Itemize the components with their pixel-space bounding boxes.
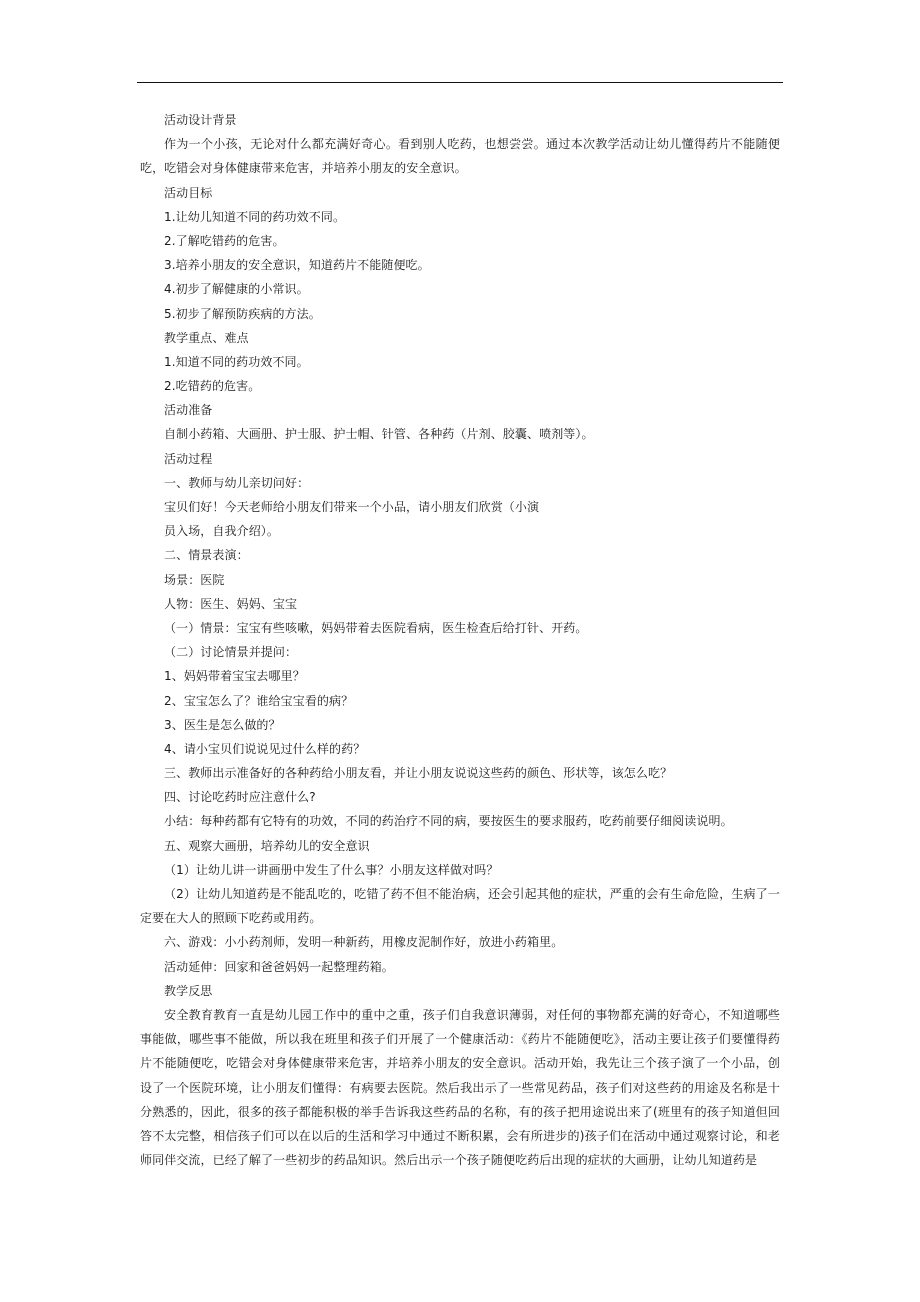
goal-item: 4.初步了解健康的小常识。 [164,282,309,297]
process-line: 宝贝们好！今天老师给小朋友们带来一个小品，请小朋友们欣赏（小演 [164,500,540,515]
process-line: （一）情景：宝宝有些咳嗽，妈妈带着去医院看病，医生检查后给打针、开药。 [164,620,588,635]
goal-item: 1.让幼儿知道不同的药功效不同。 [164,209,346,224]
key-point-item: 2.吃错药的危害。 [164,379,261,394]
process-line: 二、情景表演： [164,548,249,563]
background-paragraph: 作为一个小孩，无论对什么都充满好奇心。看到别人吃药，也想尝尝。通过本次教学活动让幼儿懂得药片不能随便吃，吃错会对身体健康带来危害，并培养小朋友的安全意识。 [140,137,780,176]
process-line: 一、教师与幼儿亲切问好： [164,475,310,490]
key-point-item: 1.知道不同的药功效不同。 [164,354,309,369]
process-line: 人物：医生、妈妈、宝宝 [164,596,298,611]
section-title-background: 活动设计背景 [164,113,237,127]
process-line: 小结：每种药都有它特有的功效，不同的药治疗不同的病，要按医生的要求服药，吃药前要仔细阅读说明。 [164,814,733,829]
preparation-text: 自制小药箱、大画册、护士服、护士帽、针管、各种药（片剂、胶囊、喷剂等）。 [164,427,594,442]
goal-item: 2.了解吃错药的危害。 [164,233,285,248]
process-line: 4、请小宝贝们说说见过什么样的药？ [164,741,366,756]
section-title-process: 活动过程 [164,451,213,466]
process-line: 员入场，自我介绍）。 [164,524,280,539]
section-title-preparation: 活动准备 [164,403,213,418]
process-line: 场景：医院 [164,572,225,587]
process-line: 四、讨论吃药时应注意什么? [164,790,316,805]
goal-item: 3.培养小朋友的安全意识，知道药片不能随便吃。 [164,258,430,273]
process-line: 2、宝宝怎么了？谁给宝宝看的病？ [164,693,354,708]
section-title-goals: 活动目标 [164,185,213,200]
process-line: 活动延伸：回家和爸爸妈妈一起整理药箱。 [164,959,394,974]
process-line: 五、观察大画册，培养幼儿的安全意识 [164,838,370,853]
goal-item: 5.初步了解预防疾病的方法。 [164,306,321,321]
section-title-reflection: 教学反思 [164,983,213,998]
process-line: 3、医生是怎么做的？ [164,717,281,732]
process-line: 六、游戏：小小药剂师，发明一种新药，用橡皮泥制作好，放进小药箱里。 [164,935,564,950]
section-title-key-points: 教学重点、难点 [164,330,249,345]
process-paragraph: （2）让幼儿知道药是不能乱吃的，吃错了药不但不能治病，还会引起其他的症状，严重的会有生命危险，生病了一定要在大人的照顾下吃药或用药。 [140,887,780,926]
process-line: （二）讨论情景并提问： [164,645,298,660]
document-body [140,108,780,1172]
process-line: （1）让幼儿讲一讲画册中发生了什么事？小朋友这样做对吗？ [164,862,499,877]
process-line: 1、妈妈带着宝宝去哪里？ [164,669,305,684]
header-rule [137,82,783,83]
reflection-paragraph: 安全教育教育一直是幼儿园工作中的重中之重，孩子们自我意识薄弱，对任何的事物都充满的好奇心，不知道哪些事能做，哪些事不能做，所以我在班里和孩子们开展了一个健康活动：《药片不能随便吃》，活动主要让孩子们要懂得药片不能随便吃，吃错会对身体健康带来危害，并培养小朋友的安全意识。活动开始，我先让三个孩子演了一个小品，创设了一个医院环境，让小朋友们懂得：有病要去医院。然后我出示了一些常见药品，孩子们对这些药的用途及名称是十分熟悉的，因此，很多的孩子都能积极的举手告诉我这些药品的名称，有的孩子把用途说出来了(班里有的孩子知道但回答不太完整，相信孩子们可以在以后的生活和学习中通过不断积累，会有所进步的)孩子们在活动中通过观察讨论，和老师同伴交流，已经了解了一些初步的药品知识。然后出示一个孩子随便吃药后出现的症状的大画册，让幼儿知道药是 [140,1008,780,1168]
process-line: 三、教师出示准备好的各种药给小朋友看，并让小朋友说说这些药的颜色、形状等，该怎么吃？ [164,766,673,781]
